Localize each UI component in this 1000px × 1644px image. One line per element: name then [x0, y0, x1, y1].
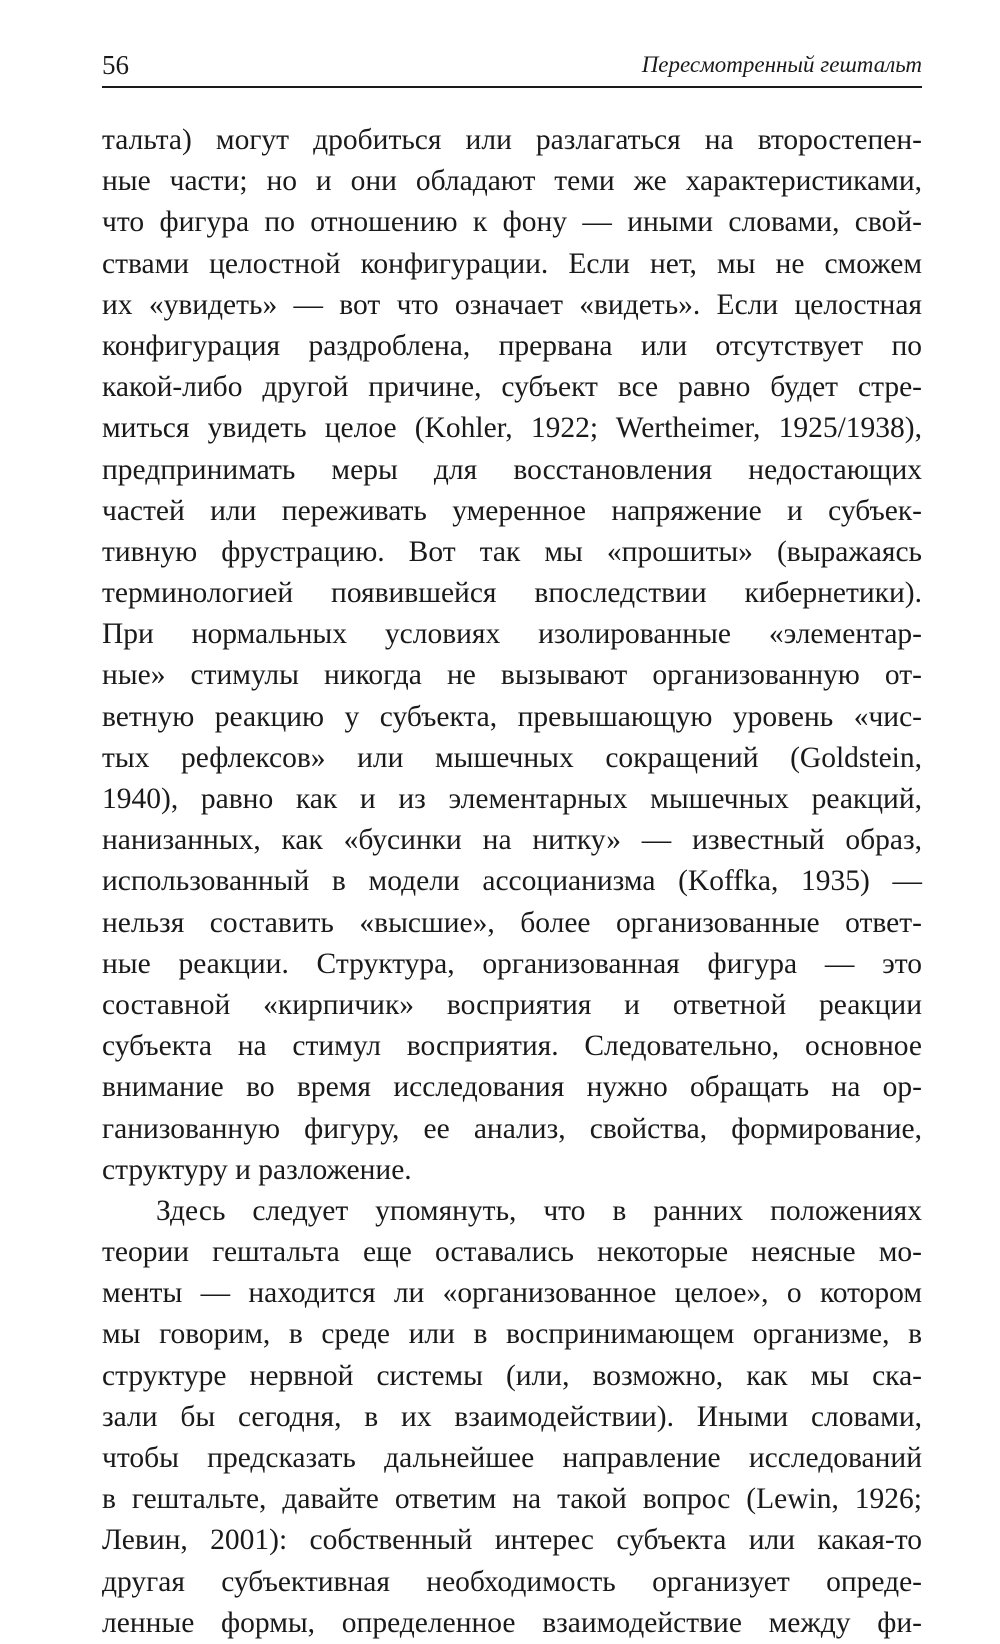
page-number: 56 [102, 50, 129, 80]
text-line: предпринимать меры для восстановления недостающих [102, 453, 922, 486]
text-line: использованный в модели ассоцианизма (Koffka, 1935) — [102, 865, 922, 898]
text-line: зали бы сегодня, в их взаимодействии). Иными словами, [102, 1400, 922, 1433]
text-line: тых рефлексов» или мышечных сокращений (Goldstein, [102, 741, 922, 774]
text-line: терминологией появившейся впоследствии кибернетики). [102, 577, 922, 610]
text-line: 1940), равно как и из элементарных мышечных реакций, [102, 783, 922, 815]
text-line: их «увидеть» — вот что означает «видеть». Если целостная [102, 288, 922, 321]
text-line: какой-либо другой причине, субъект все равно будет стре- [102, 371, 922, 404]
text-line: ные» стимулы никогда не вызывают организованную от- [102, 659, 922, 692]
text-line: ганизованную фигуру, ее анализ, свойства, формирование, [102, 1112, 922, 1145]
text-line: что фигура по отношению к фону — иными словами, свой- [102, 206, 922, 239]
text-line: другая субъективная необходимость организует опреде- [102, 1565, 922, 1598]
text-line: менты — находится ли «организованное целое», о котором [102, 1277, 922, 1310]
page-header [102, 48, 922, 88]
text-line: ствами целостной конфигурации. Если нет, мы не сможем [102, 247, 922, 280]
body-text [102, 120, 922, 1644]
text-line: ленные формы, определенное взаимодействие между фи- [102, 1606, 922, 1639]
text-line: в гештальте, давайте ответим на такой вопрос (Lewin, 1926; [102, 1483, 922, 1516]
text-line: структуру и разложение. [102, 1153, 412, 1186]
text-line: При нормальных условиях изолированные «элементар- [102, 618, 922, 651]
text-line: структуре нервной системы (или, возможно, как мы ска- [102, 1359, 922, 1392]
text-line: мы говорим, в среде или в воспринимающем организме, в [102, 1318, 922, 1351]
running-title: Пересмотренный гештальт [641, 52, 922, 77]
text-line: внимание во время исследования нужно обращать на ор- [102, 1071, 922, 1104]
text-line: чтобы предсказать дальнейшее направление исследований [102, 1442, 922, 1474]
text-line: миться увидеть целое (Kohler, 1922; Wertheimer, 1925/1938), [102, 412, 922, 445]
text-line: ные реакции. Структура, организованная фигура — это [102, 947, 922, 980]
text-line: конфигурация раздроблена, прервана или отсутствует по [102, 329, 922, 362]
text-line: Здесь следует упомянуть, что в ранних положениях [156, 1194, 922, 1227]
text-line: ветную реакцию у субъекта, превышающую уровень «чис- [102, 700, 922, 733]
text-line: тивную фрустрацию. Вот так мы «прошиты» (выражаясь [102, 535, 922, 568]
paragraph-2 [102, 1191, 922, 1644]
text-line: Левин, 2001): собственный интерес субъекта или какая-то [102, 1524, 922, 1557]
text-line: субъекта на стимул восприятия. Следовательно, основное [102, 1030, 922, 1063]
text-line: тальта) могут дробиться или разлагаться на второстепен- [102, 124, 922, 156]
text-line: частей или переживать умеренное напряжение и субъек- [102, 494, 922, 527]
text-line: нанизанных, как «бусинки на нитку» — известный образ, [102, 824, 922, 857]
text-line: теории гештальта еще оставались некоторые неясные мо- [102, 1236, 922, 1269]
text-line: составной «кирпичик» восприятия и ответной реакции [102, 988, 922, 1021]
text-line: нельзя составить «высшие», более организованные ответ- [102, 906, 922, 939]
text-line: ные части; но и они обладают теми же характеристиками, [102, 165, 922, 198]
paragraph-1 [102, 120, 922, 1191]
